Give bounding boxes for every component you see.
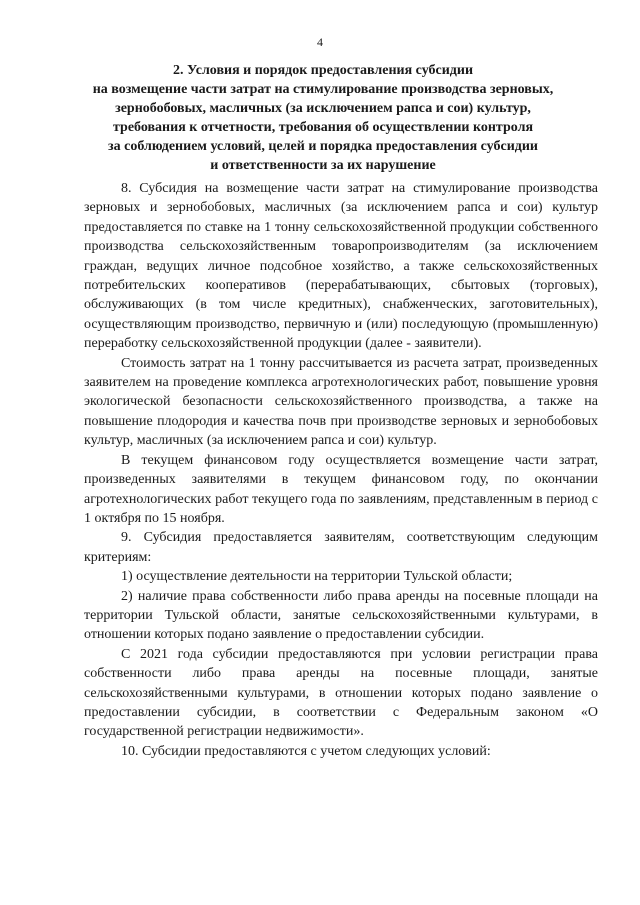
heading-line: и ответственности за их нарушение <box>210 158 436 173</box>
heading-line: за соблюдением условий, целей и порядка предоставления субсидии <box>108 139 538 154</box>
paragraph: В текущем финансовом году осуществляется возмещение части затрат, произведенных заявителями в текущем финансовом году, по окончании агротехнологических работ текущего года по заявлениям, представленным в период с 1 октября по 15 ноября. <box>84 452 598 526</box>
paragraph: С 2021 года субсидии предоставляются при условии регистрации права собственности либо права аренды на посевные площади, занятые сельскохозяйственными культурами, в отношении которых подано заявление о предоставлении субсидии, в соответствии с Федеральным законом «О государственной регистрации недвижимости». <box>84 646 598 740</box>
paragraph: 2) наличие права собственности либо права аренды на посевные площади на территории Тульской области, занятые сельскохозяйственными культурами, в отношении которых подано заявление о предоставлении субсидии. <box>84 588 598 643</box>
heading-line: требования к отчетности, требования об осуществлении контроля <box>112 120 534 135</box>
heading-line: на возмещение части затрат на стимулирование производства зерновых, <box>92 82 554 97</box>
heading-line: 2. Условия и порядок предоставления субсидии <box>172 63 474 78</box>
page-number: 4 <box>317 35 323 49</box>
document-body <box>84 179 598 761</box>
section-heading <box>84 61 562 175</box>
paragraph: Стоимость затрат на 1 тонну рассчитывается из расчета затрат, произведенных заявителем на проведение комплекса агротехнологических работ, повышение уровня экологической безопасности сельскохозяйственного производства, а также на повышение плодородия и качества почв при производстве зерновых и зернобобовых культур, масличных (за исключением рапса и сои) культур. <box>84 355 598 449</box>
paragraph: 10. Субсидии предоставляются с учетом следующих условий: <box>121 743 491 759</box>
paragraph: 8. Субсидия на возмещение части затрат на стимулирование производства зерновых и зернобобовых, масличных (за исключением рапса и сои) культур предоставляется по ставке на 1 тонну сельскохозяйственной продукции собственного производства сельскохозяйственным товаропроизводителям (за исключением граждан, ведущих личное подсобное хозяйство, а также сельскохозяйственных потребительских кооперативов (перерабатывающих, сбытовых (торговых), обслуживающих (в том числе кредитных), снабженческих, заготовительных), осуществляющим производство, первичную и (или) последующую (промышленную) переработку сельскохозяйственной продукции (далее - заявители). <box>84 181 598 352</box>
paragraph: 9. Субсидия предоставляется заявителям, соответствующим следующим критериям: <box>84 530 598 565</box>
paragraph: 1) осуществление деятельности на территории Тульской области; <box>121 569 513 585</box>
heading-line: зернобобовых, масличных (за исключением рапса и сои) культур, <box>115 101 531 116</box>
